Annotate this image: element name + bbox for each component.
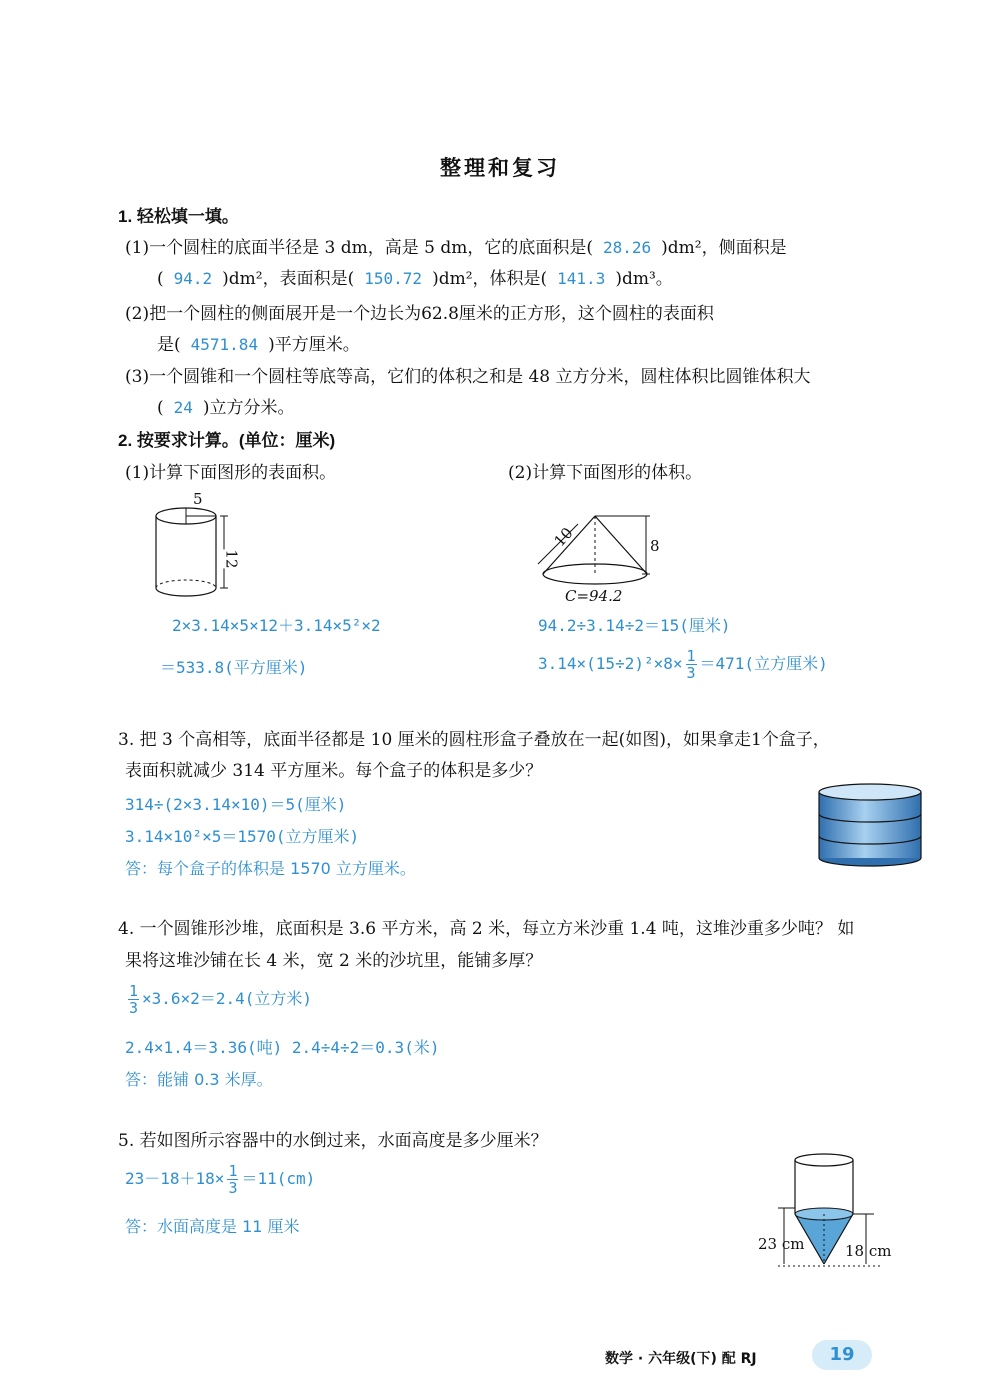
q4-line1: 4. 一个圆锥形沙堆，底面积是 3.6 平方米，高 2 米，每立方米沙重 1.4 吨，这堆沙重多少吨？ 如: [118, 919, 855, 939]
q1-heading: 1. 轻松填一填。: [118, 207, 239, 226]
q2-sub2: (2)计算下面图形的体积。: [508, 463, 703, 483]
q3-ans2: 3.14×10²×5＝1570(立方厘米): [125, 827, 360, 846]
fraction: $\frac{1}{3}$: [686, 647, 696, 682]
q1-part3-line1: (3)一个圆锥和一个圆柱等底等高，它们的体积之和是 48 立方分米，圆柱体积比圆锥体积大: [125, 367, 811, 387]
q5-total-height-label: 23 cm: [758, 1235, 805, 1253]
q1-blank-base-area: 28.26: [602, 238, 652, 257]
q2-ans1-line1: 2×3.14×5×12＋3.14×5²×2: [172, 616, 381, 635]
q5-cone-height-label: 18 cm: [845, 1242, 892, 1260]
footer-subject: 数学 · 六年级(下) 配 RJ: [605, 1351, 757, 1367]
fraction: $\frac{1}{3}$: [129, 982, 139, 1017]
q2-cone-height-label: 8: [650, 537, 660, 555]
q3-line2: 表面积就减少 314 平方厘米。每个盒子的体积是多少？: [125, 761, 543, 781]
page-title: 整理和复习: [440, 156, 560, 180]
q3-line1: 3. 把 3 个高相等，底面半径都是 10 厘米的圆柱形盒子叠放在一起(如图)，如果拿走1个盒子，: [118, 730, 830, 750]
q3-ans3: 答：每个盒子的体积是 1570 立方厘米。: [125, 859, 416, 878]
q1-part2-line2: 是( 4571.84 )平方厘米。: [157, 335, 360, 355]
q2-heading: 2. 按要求计算。(单位：厘米): [118, 431, 336, 450]
q1-part2-line1: (2)把一个圆柱的侧面展开是一个边长为62.8厘米的正方形，这个圆柱的表面积: [125, 304, 714, 324]
q2-cyl-radius-label: 5: [193, 490, 203, 508]
q2-sub1: (1)计算下面图形的表面积。: [125, 463, 337, 483]
q2-cone-circumference: C=94.2: [565, 587, 623, 605]
page-number: 19: [829, 1344, 855, 1365]
q4-line2: 果将这堆沙铺在长 4 米，宽 2 米的沙坑里，能铺多厚？: [125, 951, 543, 971]
q2-ans1-line2: ＝533.8(平方厘米): [160, 658, 308, 677]
q1-blank-volume: 141.3: [557, 269, 606, 288]
q3-ans1: 314÷(2×3.14×10)＝5(厘米): [125, 795, 347, 814]
q4-ans3: 答：能铺 0.3 米厚。: [125, 1070, 273, 1089]
q1-blank-surface: 150.72: [364, 269, 423, 288]
q1-blank-diff: 24: [173, 398, 193, 417]
q1-part3-line2: ( 24 )立方分米。: [157, 398, 295, 418]
q2-cone-slant-label: 10: [550, 523, 577, 551]
fraction: $\frac{1}{3}$: [228, 1162, 238, 1197]
q2-ans2-line2: 3.14×(15÷2)²×8× $\frac{1}{3}$ ＝471(立方厘米): [538, 647, 828, 682]
q2-ans2-line1: 94.2÷3.14÷2＝15(厘米): [538, 616, 731, 635]
q2-cone-figure: [538, 512, 668, 592]
page-number-badge: [812, 1340, 872, 1370]
q1-part1-line2: ( 94.2 )dm²，表面积是( 150.72 )dm²，体积是( 141.3 )dm³。: [157, 269, 673, 289]
q3-stacked-cylinders-figure: [815, 782, 925, 867]
q1-blank-lateral: 94.2: [173, 269, 213, 288]
q5-ans2: 答：水面高度是 11 厘米: [125, 1217, 300, 1236]
q1-blank-surface2: 4571.84: [190, 335, 259, 354]
q4-ans2: 2.4×1.4＝3.36(吨) 2.4÷4÷2＝0.3(米): [125, 1038, 440, 1057]
q2-cyl-height-label: 12: [222, 549, 241, 569]
q4-ans1: $\frac{1}{3}$ ×3.6×2＝2.4(立方米): [129, 982, 312, 1017]
q5-line1: 5. 若如图所示容器中的水倒过来，水面高度是多少厘米？: [118, 1131, 548, 1151]
q5-ans1: 23－18＋18× $\frac{1}{3}$ ＝11(cm): [125, 1162, 316, 1197]
q1-part1-line1: (1)一个圆柱的底面半径是 3 dm，高是 5 dm，它的底面积是( 28.26 )dm²，侧面积是: [125, 238, 787, 258]
